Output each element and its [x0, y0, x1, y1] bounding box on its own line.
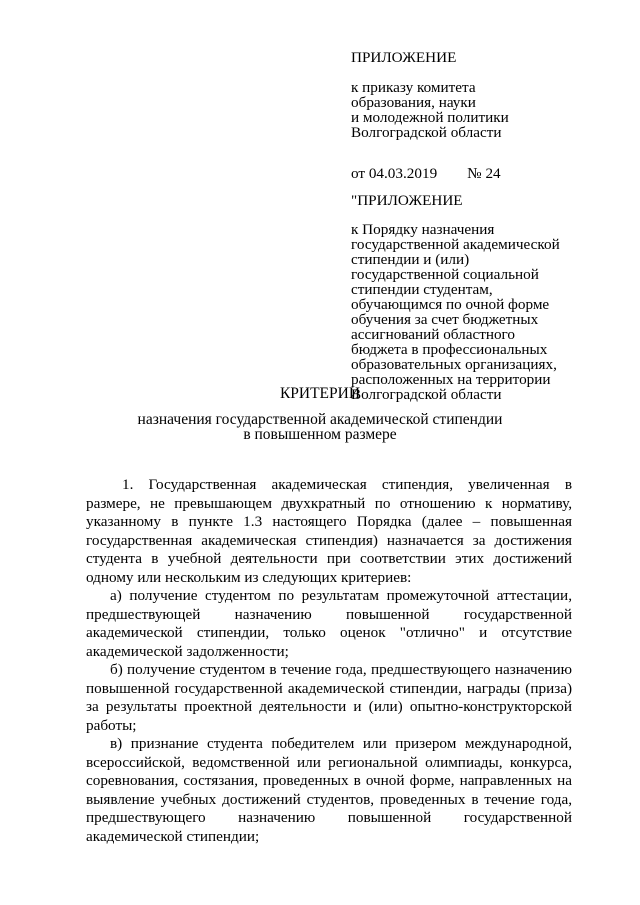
document-title: КРИТЕРИИ — [279, 385, 361, 402]
paragraph-a: а) получение студентом по результатам промежуточной аттестации, предшествующей назначению повышенной государственной академической стипендии, только оценок "отлично" и отсутствие академической задолженности; — [86, 587, 572, 660]
paragraph-1: 1. Государственная академическая стипендия, увеличенная в размере, не превышающем двухкратный по отношению к нормативу, указанному в пункте 1.3 настоящего Порядка (далее – повышенная государственная академическая стипендия) назначается за достижения студента в учебной деятельности при соответствии этих достижений одному или нескольким из следующих критериев: — [86, 476, 572, 586]
order-number: № 24 — [467, 165, 501, 182]
order-date: от 04.03.2019 — [351, 165, 438, 182]
order-reference: к приказу комитета образования, науки и молодежной политики Волгоградской области — [351, 79, 509, 141]
paragraph-c: в) признание студента победителем или призером международной, всероссийской, ведомственной или региональной олимпиады, конкурса, соревнования, состязания, проведенных в очной форме, направленных на выявление учебных достижений студентов, проведенных в течение года, предшествующего назначению повышенной государственной академической стипендии; — [86, 735, 572, 845]
procedure-reference: к Порядку назначения государственной академической стипендии и (или) государственной социальной стипендии студентам, обучающимся по очной форме обучения за счет бюджетных ассигнований областного бюджета в профессиональных образовательных организациях, расположенных на территории Волгоградской области — [351, 221, 560, 403]
appendix-heading: ПРИЛОЖЕНИЕ — [351, 49, 457, 66]
paragraph-b: б) получение студентом в течение года, предшествующего назначению повышенной государственной академической стипендии, награды (приза) за результаты проектной деятельности и (или) опытно-конструкторской работы; — [86, 661, 572, 734]
procedure-appendix-heading: "ПРИЛОЖЕНИЕ — [351, 192, 463, 209]
document-body — [86, 476, 572, 846]
document-subtitle: назначения государственной академической стипендии в повышенном размере — [137, 411, 503, 443]
appendix-header — [351, 50, 601, 402]
order-date-line — [351, 151, 601, 181]
